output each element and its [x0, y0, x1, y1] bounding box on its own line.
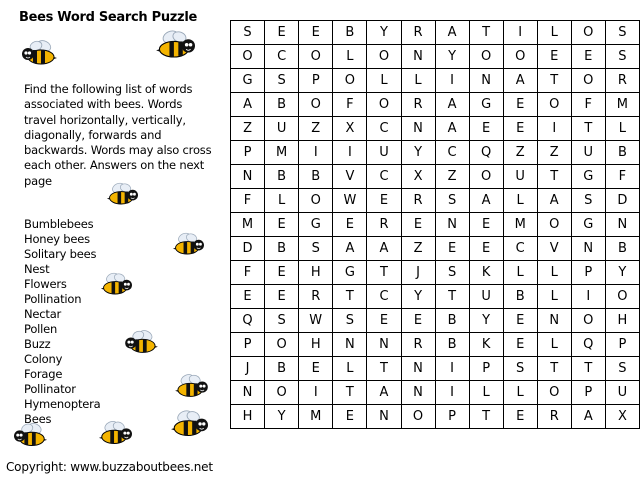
grid-cell: Z [401, 237, 435, 261]
grid-cell: F [231, 189, 265, 213]
grid-row [231, 261, 640, 285]
bee-icon [125, 330, 159, 358]
grid-cell: E [299, 21, 333, 45]
grid-cell: E [333, 213, 367, 237]
grid-cell: M [503, 213, 537, 237]
grid-cell: T [333, 285, 367, 309]
grid-cell: K [469, 261, 503, 285]
grid-cell: S [571, 189, 605, 213]
grid-cell: B [265, 357, 299, 381]
grid-cell: U [265, 117, 299, 141]
grid-cell: Q [571, 333, 605, 357]
grid-cell: T [435, 285, 469, 309]
bee-icon [155, 30, 195, 64]
grid-cell: I [503, 21, 537, 45]
grid-cell: G [333, 261, 367, 285]
grid-cell: T [367, 357, 401, 381]
grid-cell: I [571, 285, 605, 309]
grid-cell: T [571, 357, 605, 381]
grid-cell: P [571, 261, 605, 285]
grid-cell: S [299, 237, 333, 261]
grid-cell: E [469, 117, 503, 141]
grid-cell: U [571, 141, 605, 165]
grid-cell: L [469, 381, 503, 405]
word-list-item: Flowers [24, 277, 67, 291]
grid-row [231, 69, 640, 93]
grid-cell: C [367, 117, 401, 141]
grid-cell: H [299, 261, 333, 285]
grid-cell: X [333, 117, 367, 141]
grid-cell: G [299, 213, 333, 237]
grid-cell: P [605, 333, 639, 357]
grid-cell: O [231, 45, 265, 69]
page-title: Bees Word Search Puzzle [19, 10, 197, 25]
grid-cell: I [333, 141, 367, 165]
grid-cell: A [435, 93, 469, 117]
grid-cell: B [503, 285, 537, 309]
grid-cell: E [503, 93, 537, 117]
grid-cell: L [503, 381, 537, 405]
grid-cell: O [265, 333, 299, 357]
grid-row [231, 21, 640, 45]
grid-cell: R [367, 213, 401, 237]
grid-cell: O [503, 45, 537, 69]
word-list-item: Solitary bees [24, 247, 97, 261]
grid-cell: I [299, 141, 333, 165]
grid-cell: Q [231, 309, 265, 333]
grid-row [231, 141, 640, 165]
grid-cell: U [605, 381, 639, 405]
grid-cell: A [231, 93, 265, 117]
word-list-item: Pollinator [24, 382, 76, 396]
word-list-item: Nest [24, 262, 50, 276]
grid-row [231, 285, 640, 309]
grid-cell: Z [231, 117, 265, 141]
grid-row [231, 309, 640, 333]
grid-cell: O [469, 45, 503, 69]
grid-cell: F [605, 165, 639, 189]
grid-cell: L [605, 117, 639, 141]
grid-cell: E [503, 117, 537, 141]
grid-cell: E [469, 213, 503, 237]
copyright-text: Copyright: www.buzzaboutbees.net [6, 460, 213, 474]
grid-cell: Y [469, 309, 503, 333]
grid-cell: P [231, 141, 265, 165]
grid-cell: E [265, 285, 299, 309]
bee-icon [98, 420, 132, 450]
grid-cell: S [265, 69, 299, 93]
grid-cell: O [299, 189, 333, 213]
instructions-text: Find the following list of words associated with bees. Words travel horizontally, vertically, diagonally, forwards and backwards. Words may also cross each other. Answers on the next page [24, 82, 212, 188]
grid-cell: N [605, 213, 639, 237]
grid-cell: G [571, 165, 605, 189]
grid-cell: L [537, 21, 571, 45]
grid-cell: S [435, 261, 469, 285]
grid-cell: N [367, 405, 401, 429]
grid-cell: S [605, 21, 639, 45]
grid-cell: P [231, 333, 265, 357]
grid-cell: R [537, 405, 571, 429]
grid-cell: D [605, 189, 639, 213]
grid-cell: O [571, 69, 605, 93]
grid-cell: E [503, 333, 537, 357]
grid-cell: Z [299, 117, 333, 141]
grid-cell: M [605, 93, 639, 117]
grid-cell: L [503, 261, 537, 285]
grid-cell: E [571, 45, 605, 69]
grid-cell: A [333, 237, 367, 261]
grid-cell: P [299, 69, 333, 93]
grid-cell: E [503, 405, 537, 429]
grid-cell: L [537, 261, 571, 285]
grid-cell: I [435, 357, 469, 381]
grid-cell: I [537, 117, 571, 141]
grid-cell: F [231, 261, 265, 285]
grid-cell: O [299, 93, 333, 117]
grid-cell: Y [435, 45, 469, 69]
grid-cell: T [333, 381, 367, 405]
grid-row [231, 189, 640, 213]
grid-cell: O [537, 381, 571, 405]
grid-cell: N [401, 45, 435, 69]
bee-icon [22, 40, 58, 70]
grid-cell: X [401, 165, 435, 189]
grid-cell: S [231, 21, 265, 45]
word-list-item: Hymenoptera [24, 397, 101, 411]
grid-cell: T [537, 69, 571, 93]
grid-cell: O [469, 165, 503, 189]
word-list-item: Forage [24, 367, 63, 381]
grid-cell: L [333, 357, 367, 381]
grid-cell: H [605, 309, 639, 333]
grid-cell: B [605, 141, 639, 165]
grid-cell: U [503, 165, 537, 189]
grid-cell: A [435, 117, 469, 141]
grid-row [231, 93, 640, 117]
grid-cell: E [231, 285, 265, 309]
grid-cell: B [333, 21, 367, 45]
grid-cell: L [537, 333, 571, 357]
grid-row [231, 213, 640, 237]
grid-cell: G [469, 93, 503, 117]
bee-icon [170, 410, 208, 442]
word-list-item: Pollination [24, 292, 82, 306]
grid-cell: T [367, 261, 401, 285]
grid-cell: N [401, 381, 435, 405]
grid-cell: V [333, 165, 367, 189]
bee-icon [172, 232, 204, 260]
grid-row [231, 405, 640, 429]
grid-cell: O [265, 381, 299, 405]
grid-cell: N [571, 237, 605, 261]
grid-cell: M [299, 405, 333, 429]
grid-cell: G [571, 213, 605, 237]
grid-cell: F [333, 93, 367, 117]
grid-cell: E [435, 237, 469, 261]
grid-cell: M [265, 141, 299, 165]
grid-cell: Y [367, 21, 401, 45]
grid-cell: O [571, 309, 605, 333]
grid-cell: E [265, 21, 299, 45]
grid-cell: T [469, 405, 503, 429]
grid-cell: A [435, 21, 469, 45]
grid-cell: B [299, 165, 333, 189]
grid-cell: Q [469, 141, 503, 165]
grid-cell: I [299, 381, 333, 405]
grid-cell: T [469, 21, 503, 45]
grid-row [231, 165, 640, 189]
grid-cell: A [367, 237, 401, 261]
grid-cell: L [503, 189, 537, 213]
grid-cell: N [333, 333, 367, 357]
grid-cell: F [571, 93, 605, 117]
grid-cell: O [333, 69, 367, 93]
grid-cell: R [605, 69, 639, 93]
bee-icon [174, 374, 208, 402]
grid-cell: N [469, 69, 503, 93]
grid-cell: R [401, 333, 435, 357]
grid-cell: K [469, 333, 503, 357]
grid-cell: N [367, 333, 401, 357]
grid-cell: O [367, 93, 401, 117]
grid-cell: N [401, 117, 435, 141]
word-list [24, 217, 101, 427]
grid-cell: R [299, 285, 333, 309]
grid-cell: R [401, 21, 435, 45]
grid-cell: O [299, 45, 333, 69]
word-list-item: Buzz [24, 337, 51, 351]
grid-cell: E [503, 309, 537, 333]
grid-cell: O [571, 21, 605, 45]
grid-cell: E [367, 309, 401, 333]
grid-cell: A [469, 189, 503, 213]
grid-cell: W [299, 309, 333, 333]
grid-cell: L [537, 285, 571, 309]
grid-row [231, 357, 640, 381]
grid-cell: D [231, 237, 265, 261]
grid-cell: X [605, 405, 639, 429]
grid-cell: B [435, 309, 469, 333]
word-list-item: Nectar [24, 307, 62, 321]
grid-cell: T [571, 117, 605, 141]
grid-cell: I [435, 69, 469, 93]
grid-cell: U [367, 141, 401, 165]
grid-cell: O [367, 45, 401, 69]
grid-cell: N [401, 357, 435, 381]
grid-cell: C [367, 165, 401, 189]
grid-cell: E [299, 357, 333, 381]
grid-cell: E [401, 213, 435, 237]
grid-cell: L [367, 69, 401, 93]
grid-cell: C [265, 45, 299, 69]
grid-cell: O [537, 213, 571, 237]
bee-icon [100, 272, 132, 300]
grid-row [231, 237, 640, 261]
grid-cell: Z [537, 141, 571, 165]
grid-cell: E [537, 45, 571, 69]
grid-cell: O [537, 93, 571, 117]
grid-cell: R [401, 189, 435, 213]
grid-cell: O [605, 285, 639, 309]
word-search-grid [230, 20, 640, 429]
grid-cell: H [299, 333, 333, 357]
grid-cell: Z [435, 165, 469, 189]
word-list-item: Honey bees [24, 232, 90, 246]
grid-cell: A [503, 69, 537, 93]
grid-cell: L [401, 69, 435, 93]
grid-cell: E [401, 309, 435, 333]
grid-cell: M [231, 213, 265, 237]
grid-row [231, 117, 640, 141]
grid-cell: Y [401, 141, 435, 165]
grid-cell: B [605, 237, 639, 261]
grid-cell: Y [605, 261, 639, 285]
grid-cell: E [469, 237, 503, 261]
word-list-item: Bees [24, 412, 52, 426]
grid-cell: P [571, 381, 605, 405]
grid-cell: A [571, 405, 605, 429]
grid-cell: C [435, 141, 469, 165]
grid-cell: V [537, 237, 571, 261]
grid-cell: S [605, 45, 639, 69]
grid-cell: C [367, 285, 401, 309]
grid-cell: T [537, 357, 571, 381]
grid-cell: B [265, 165, 299, 189]
grid-cell: Y [265, 405, 299, 429]
grid-cell: B [435, 333, 469, 357]
grid-cell: R [401, 93, 435, 117]
grid-cell: S [333, 309, 367, 333]
grid-cell: L [265, 189, 299, 213]
grid-cell: E [265, 261, 299, 285]
grid-cell: N [231, 381, 265, 405]
grid-cell: B [265, 93, 299, 117]
grid-cell: N [537, 309, 571, 333]
grid-cell: O [401, 405, 435, 429]
grid-cell: E [333, 405, 367, 429]
grid-cell: P [435, 405, 469, 429]
grid-cell: J [231, 357, 265, 381]
grid-cell: J [401, 261, 435, 285]
grid-row [231, 45, 640, 69]
grid-cell: U [469, 285, 503, 309]
grid-cell: H [231, 405, 265, 429]
grid-cell: I [435, 381, 469, 405]
grid-cell: S [265, 309, 299, 333]
word-list-item: Bumblebees [24, 217, 94, 231]
grid-cell: S [605, 357, 639, 381]
grid-cell: G [231, 69, 265, 93]
grid-cell: B [265, 237, 299, 261]
grid-cell: E [265, 213, 299, 237]
grid-cell: C [503, 237, 537, 261]
grid-cell: A [367, 381, 401, 405]
grid-cell: E [367, 189, 401, 213]
grid-cell: P [469, 357, 503, 381]
grid-cell: N [435, 213, 469, 237]
word-list-item: Pollen [24, 322, 58, 336]
grid-cell: S [435, 189, 469, 213]
grid-cell: W [333, 189, 367, 213]
grid-row [231, 333, 640, 357]
grid-row [231, 381, 640, 405]
grid-cell: A [537, 189, 571, 213]
grid-cell: Z [503, 141, 537, 165]
grid-cell: T [537, 165, 571, 189]
grid-cell: N [231, 165, 265, 189]
grid-cell: S [503, 357, 537, 381]
grid-cell: Y [401, 285, 435, 309]
grid-cell: L [333, 45, 367, 69]
word-list-item: Colony [24, 352, 63, 366]
